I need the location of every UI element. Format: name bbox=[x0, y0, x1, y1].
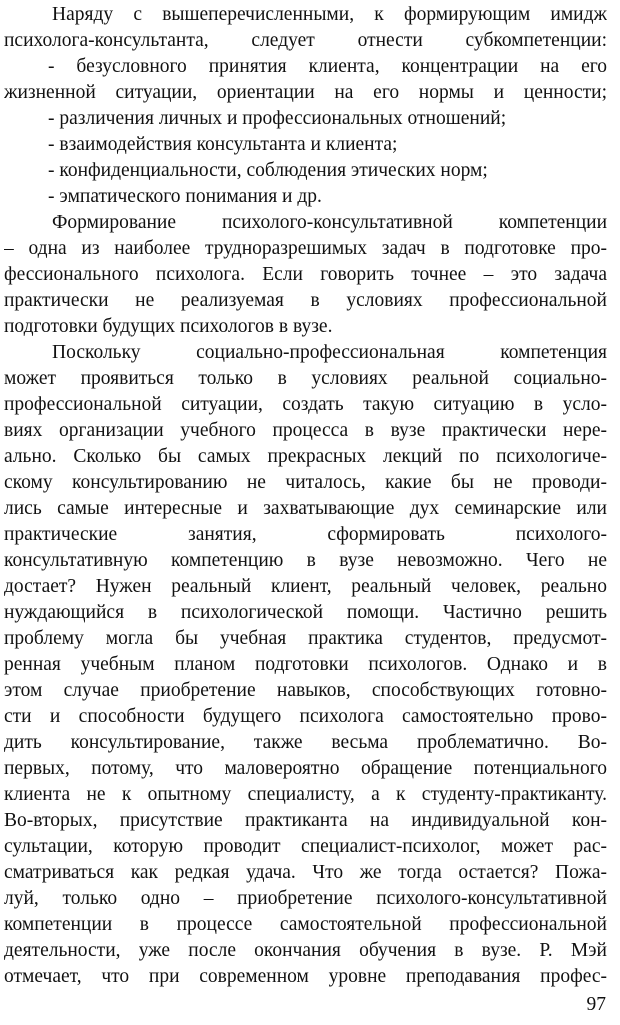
text-line: практические занятия, сформировать психолого- bbox=[4, 524, 607, 545]
text-line: сти и способности будущего психолога самостоятельно прово- bbox=[4, 706, 607, 727]
text-line: нуждающийся в психологической помощи. Частично решить bbox=[4, 602, 607, 623]
text-line: компетенции в процессе самостоятельной профессиональной bbox=[4, 914, 607, 935]
list-item: - конфиденциальности, соблюдения этических норм; bbox=[48, 160, 488, 181]
text-line: этом случае приобретение навыков, способствующих готовно- bbox=[4, 680, 607, 701]
text-line: жизненной ситуации, ориентации на его нормы и ценности; bbox=[4, 82, 607, 103]
list-item: - различения личных и профессиональных отношений; bbox=[48, 108, 507, 129]
text-line: фессионального психолога. Если говорить точнее – это задача bbox=[4, 264, 607, 285]
page-number: 97 bbox=[586, 994, 606, 1015]
text-line: ально. Сколько бы самых прекрасных лекций по психологиче- bbox=[4, 446, 607, 467]
text-line: сматриваться как редкая удача. Что же тогда остается? Пожа- bbox=[4, 862, 607, 883]
text-line: подготовки будущих психологов в вузе. bbox=[4, 316, 333, 337]
text-line: отмечает, что при современном уровне преподавания профес- bbox=[4, 966, 607, 987]
text-line: достает? Нужен реальный клиент, реальный человек, реально bbox=[4, 576, 607, 597]
text-line: – одна из наиболее трудноразрешимых задач в подготовке про- bbox=[4, 238, 607, 259]
text-line: клиента не к опытному специалисту, а к студенту-практиканту. bbox=[4, 784, 607, 805]
text-line: ренная учебным планом подготовки психологов. Однако и в bbox=[4, 654, 607, 675]
text-line: первых, потому, что маловероятно обращение потенциального bbox=[4, 758, 607, 779]
text-line: Поскольку социально-профессиональная компетенция bbox=[52, 342, 607, 363]
text-line: Формирование психолого-консультативной компетенции bbox=[52, 212, 607, 233]
text-line: скому консультированию не читалось, какие бы не проводи- bbox=[4, 472, 607, 493]
text-line: профессиональной ситуации, создать такую ситуацию в усло- bbox=[4, 394, 607, 415]
text-line: луй, только одно – приобретение психолого-консультативной bbox=[4, 888, 607, 909]
text-line: деятельности, уже после окончания обучения в вузе. Р. Мэй bbox=[4, 940, 607, 961]
text-line: сультации, которую проводит специалист-психолог, может рас- bbox=[4, 836, 607, 857]
text-line: дить консультирование, также весьма проблематично. Во- bbox=[4, 732, 607, 753]
list-item: - безусловного принятия клиента, концентрации на его bbox=[48, 56, 607, 77]
text-line: консультативную компетенцию в вузе невозможно. Чего не bbox=[4, 550, 607, 571]
list-item: - взаимодействия консультанта и клиента; bbox=[48, 134, 398, 155]
text-line: виях организации учебного процесса в вузе практически нере- bbox=[4, 420, 607, 441]
text-line: проблему могла бы учебная практика студентов, предусмот- bbox=[4, 628, 607, 649]
text-line: практически не реализуемая в условиях профессиональной bbox=[4, 290, 607, 311]
text-line: лись самые интересные и захватывающие дух семинарские или bbox=[4, 498, 607, 519]
text-line: психолога-консультанта, следует отнести субкомпетенции: bbox=[4, 30, 607, 51]
list-item: - эмпатического понимания и др. bbox=[48, 186, 322, 207]
text-line: Наряду с вышеперечисленными, к формирующим имидж bbox=[52, 4, 607, 25]
text-line: Во-вторых, присутствие практиканта на индивидуальной кон- bbox=[4, 810, 607, 831]
text-line: может проявиться только в условиях реальной социально- bbox=[4, 368, 607, 389]
